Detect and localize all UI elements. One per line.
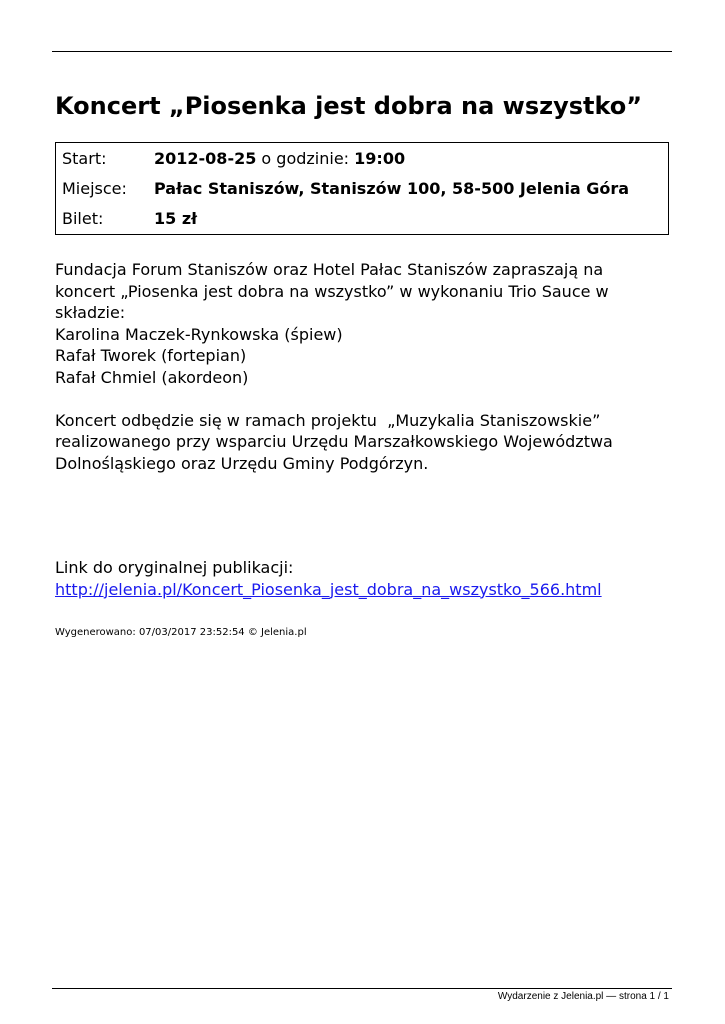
description-line: koncert „Piosenka jest dobra na wszystko” w wykonaniu Trio Sauce w	[55, 281, 609, 301]
start-time: 19:00	[354, 149, 406, 168]
start-value	[154, 148, 405, 170]
original-link-block	[55, 557, 602, 600]
description-line: Fundacja Forum Staniszów oraz Hotel Pałac Staniszów zapraszają na	[55, 260, 604, 279]
event-title: Koncert „Piosenka jest dobra na wszystko”	[55, 92, 643, 120]
place-value: Pałac Staniszów, Staniszów 100, 58-500 Jelenia Góra	[154, 179, 630, 198]
description-line: Dolnośląskiego oraz Urzędu Gminy Podgórzyn.	[55, 453, 429, 473]
description-line: realizowanego przy wsparciu Urzędu Marszałkowskiego Województwa	[55, 432, 613, 451]
description-line: składzie:	[55, 303, 126, 322]
original-link-label: Link do oryginalnej publikacji:	[55, 558, 294, 577]
place-label: Miejsce:	[62, 179, 127, 198]
original-publication-link[interactable]: http://jelenia.pl/Koncert_Piosenka_jest_dobra_na_wszystko_566.html	[55, 579, 602, 599]
start-date: 2012-08-25	[154, 149, 257, 168]
performer-line: Karolina Maczek-Rynkowska (śpiew)	[55, 324, 343, 344]
description-line: Koncert odbędzie się w ramach projektu „Muzykalia Staniszowskie”	[55, 410, 601, 430]
performer-line: Rafał Tworek (fortepian)	[55, 346, 247, 365]
event-description	[55, 259, 675, 474]
performer-line: Rafał Chmiel (akordeon)	[55, 367, 249, 387]
footer-divider	[52, 988, 672, 989]
generated-timestamp: Wygenerowano: 07/03/2017 23:52:54 © Jelenia.pl	[55, 627, 307, 638]
start-time-prefix: o godzinie:	[256, 149, 355, 168]
ticket-label: Bilet:	[62, 209, 104, 228]
header-divider	[52, 51, 672, 52]
paragraph-gap	[55, 388, 675, 410]
ticket-value: 15 zł	[154, 209, 198, 228]
page-footer: Wydarzenie z Jelenia.pl — strona 1 / 1	[497, 991, 669, 1002]
event-info-box	[55, 142, 669, 235]
start-label: Start:	[62, 149, 107, 168]
